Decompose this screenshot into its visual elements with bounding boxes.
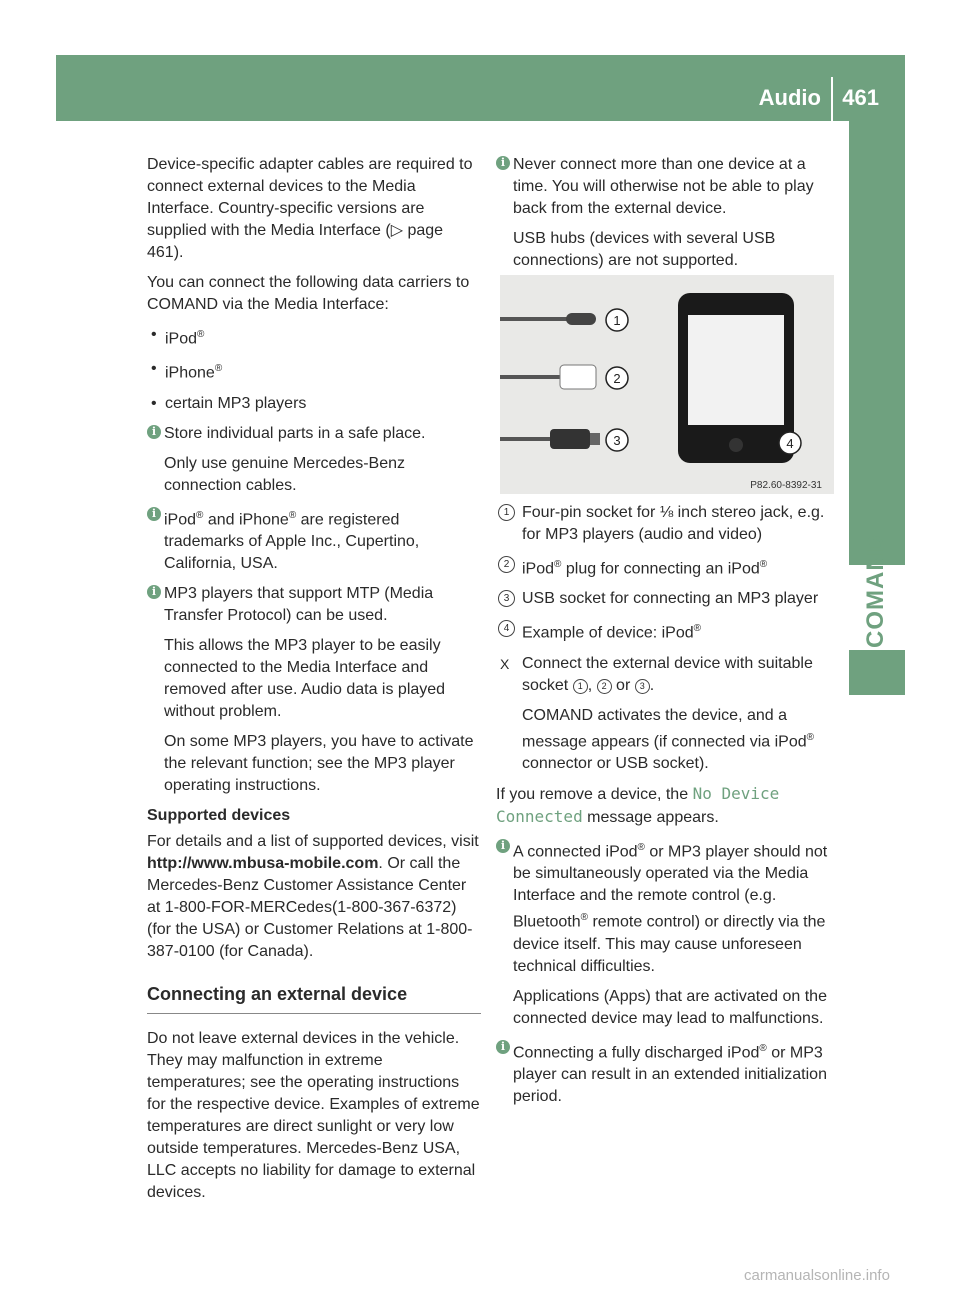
section-title: Audio [758,85,821,110]
side-tab-label: COMAND [862,534,889,648]
info-note: i MP3 players that support MTP (Media Transfer Protocol) can be used. This allows the MP3 player to be easily connected to the Media Interface and removed after use. Audio data is played without problem. On some MP3 players, you have to activate the relevant function; see the MP3 player operating instructions. [147,583,481,797]
info-icon: i [147,585,161,599]
supported-url[interactable]: http://www.mbusa-mobile.com [147,854,379,872]
info-note: i A connected iPod® or MP3 player should not be simultaneously operated via the Media Interface and the remote control (e.g. Bluetooth® remote control) or directly via the device itself. This may cause unforeseen technical difficulties. Applications (Apps) that are activated on the connected device may lead to malfunctions. [496,837,836,1030]
legend-item: 3 USB socket for connecting an MP3 player [496,588,836,610]
info-note: i Connecting a fully discharged iPod® or MP3 player can result in an extended initialization period. [496,1038,836,1108]
side-tab-block [849,650,905,695]
svg-text:4: 4 [786,436,794,451]
header-separator [831,77,833,121]
legend-item: 1 Four-pin socket for ⅛ inch stereo jack, e.g. for MP3 players (audio and video) [496,502,836,546]
info-icon: i [496,156,510,170]
figure-code: P82.60-8392-31 [750,480,822,491]
subheading-supported: Supported devices [147,806,291,824]
connect-paragraph: Do not leave external devices in the vehicle. They may malfunction in extreme temperatures; see the operating instructions for the respective device. Examples of extreme temperatures are direct sunlight or very low outside temperatures. Mercedes-Benz USA, LLC accepts no liability for damage to external devices. [147,1029,480,1201]
carriers-paragraph: You can connect the following data carriers to COMAND via the Media Interface: [147,274,470,313]
svg-text:3: 3 [613,433,621,448]
right-column-lower [496,502,836,1116]
legend-item: 2 iPod® plug for connecting an iPod® [496,554,836,580]
list-item: • iPod® [147,324,481,350]
remove-paragraph: If you remove a device, the No Device Connected message appears. [496,783,780,826]
step-item: X Connect the external device with suitable socket 1 , 2 or 3 . COMAND activates the device, and a message appears (if connected via iPod® connector or USB socket). [496,653,836,775]
right-column [496,154,836,280]
legend-item: 4 Example of device: iPod® [496,618,836,644]
info-note: i iPod® and iPhone® are registered trademarks of Apple Inc., Cupertino, California, USA. [147,505,481,575]
left-column [147,154,481,1212]
info-note: i Never connect more than one device at a time. You will otherwise not be able to play back from the external device. USB hubs (devices with several USB connections) are not supported. [496,154,836,272]
list-item: • certain MP3 players [147,393,481,415]
heading-connecting: Connecting an external device [147,983,481,1014]
svg-text:1: 1 [613,313,621,328]
page-number: 461 [842,85,879,110]
svg-text:2: 2 [613,371,621,386]
list-item: • iPhone® [147,358,481,384]
info-icon: i [496,1040,510,1054]
info-icon: i [147,425,161,439]
connector-illustration [500,275,834,494]
side-bar [849,121,905,565]
info-note: i Store individual parts in a safe place. Only use genuine Mercedes-Benz connection cables. [147,423,481,497]
no-device-message: No Device Connected [496,783,780,826]
watermark: carmanualsonline.info [744,1267,890,1284]
figure-connectors [500,275,834,494]
info-icon: i [147,507,161,521]
supported-paragraph: For details and a list of supported devices, visit http://www.mbusa-mobile.com. Or call the Mercedes-Benz Customer Assistance Center at 1-800-FOR-MERCedes(1-800-367-6372) (for the USA) or Customer Relations at 1-800-387-0100 (for Canada). [147,832,479,960]
info-icon: i [496,839,510,853]
intro-paragraph: Device-specific adapter cables are required to connect external devices to the Media Interface. Country-specific versions are supplied with the Media Interface (▷ page 461). [147,156,473,261]
page-header [56,55,905,121]
